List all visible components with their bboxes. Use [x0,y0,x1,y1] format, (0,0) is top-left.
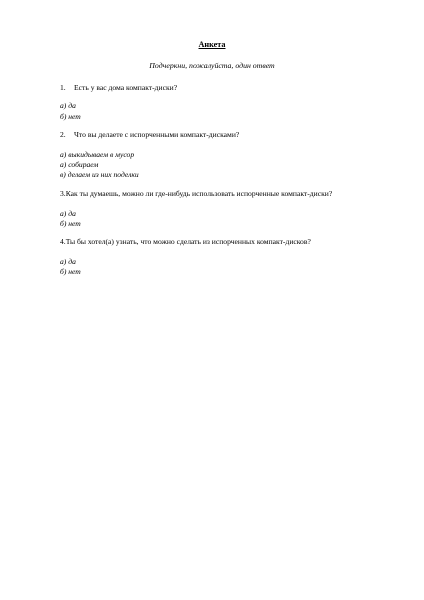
question-3-text: Как ты думаешь, можно ли где-нибудь использовать испорченные компакт-диски? [65,189,333,198]
question-3 [60,189,332,198]
question-2-number: 2. [60,130,66,139]
question-2-answer-2: а) собираем [60,160,99,169]
question-3-number: 3. [60,189,66,198]
question-4-answer-2: б) нет [60,267,81,276]
question-2-answer-3: в) делаем из них поделки [60,170,139,179]
question-1-text: Есть у вас дома компакт-диски? [74,83,178,92]
question-1-number: 1. [60,83,66,92]
question-1 [60,83,177,92]
question-4 [60,237,311,246]
question-3-answer-1: а) да [60,209,76,218]
document-title: Анкета [198,40,226,49]
question-4-text: Ты бы хотел(а) узнать, что можно сделать из испорченных компакт-дисков? [65,237,311,246]
document-subtitle: Подчеркни, пожалуйста, один ответ [149,61,275,70]
question-4-answer-1: а) да [60,257,76,266]
question-1-answer-2: б) нет [60,112,81,121]
question-2-answer-1: а) выкидываем в мусор [60,150,135,159]
question-1-answer-1: а) да [60,101,76,110]
question-4-number: 4. [60,237,66,246]
question-2 [60,130,239,139]
question-3-answer-2: б) нет [60,219,81,228]
question-2-text: Что вы делаете с испорченными компакт-дисками? [74,130,240,139]
